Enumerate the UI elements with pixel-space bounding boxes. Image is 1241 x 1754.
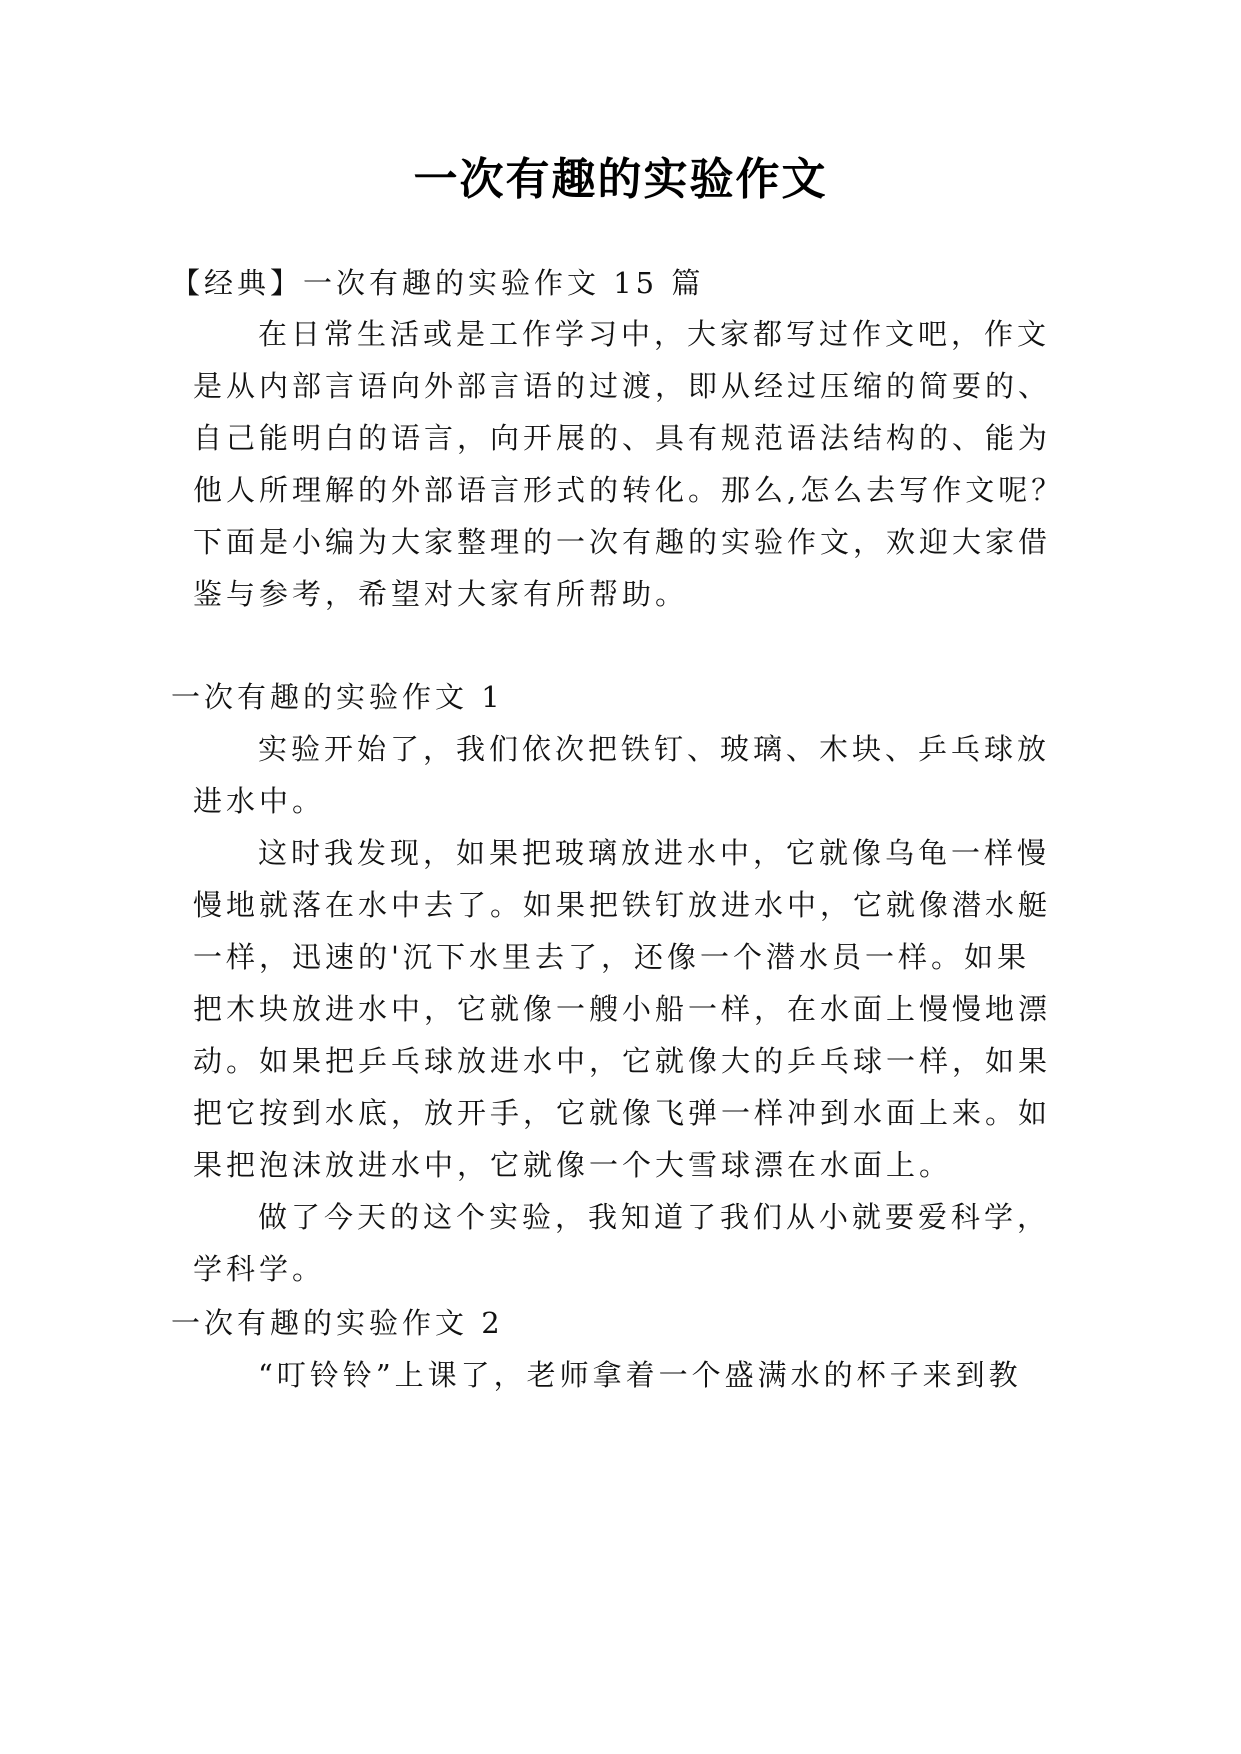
essay-line: 把木块放进水中，它就像一艘小船一样，在水面上慢慢地漂 [193, 992, 1052, 1026]
essay-line: 这时我发现，如果把玻璃放进水中，它就像乌龟一样慢 [258, 836, 1051, 870]
document-subtitle: 【经典】一次有趣的实验作文 15 篇 [171, 266, 705, 300]
intro-line: 下面是小编为大家整理的一次有趣的实验作文，欢迎大家借 [193, 525, 1052, 559]
intro-line: 鉴与参考，希望对大家有所帮助。 [193, 577, 689, 611]
intro-line: 自己能明白的语言，向开展的、具有规范语法结构的、能为 [193, 421, 1052, 455]
essay-line: 动。如果把乒乓球放进水中，它就像大的乒乓球一样，如果 [193, 1044, 1052, 1078]
essay-line: 一样，迅速的'沉下水里去了，还像一个潜水员一样。如果 [193, 940, 1030, 974]
essay-line: 进水中。 [193, 784, 326, 818]
essay-heading: 一次有趣的实验作文 1 [171, 680, 504, 714]
essay-line: 实验开始了，我们依次把铁钉、玻璃、木块、乒乓球放 [258, 732, 1051, 766]
essay-line: 果把泡沫放进水中，它就像一个大雪球漂在水面上。 [193, 1148, 953, 1182]
document-title: 一次有趣的实验作文 [413, 154, 828, 205]
intro-line: 他人所理解的外部语言形式的转化。那么,怎么去写作文呢？ [193, 473, 1065, 507]
essay-line: 学科学。 [193, 1252, 326, 1286]
essay-line: 把它按到水底，放开手，它就像飞弹一样冲到水面上来。如 [193, 1096, 1052, 1130]
essay-heading: 一次有趣的实验作文 2 [171, 1306, 504, 1340]
essay-line: 慢地就落在水中去了。如果把铁钉放进水中，它就像潜水艇 [193, 888, 1052, 922]
intro-line: 在日常生活或是工作学习中，大家都写过作文吧，作文 [258, 317, 1051, 351]
intro-line: 是从内部言语向外部言语的过渡，即从经过压缩的简要的、 [193, 369, 1052, 403]
essay-line: 做了今天的这个实验，我知道了我们从小就要爱科学， [258, 1200, 1051, 1234]
essay-line: “叮铃铃”上课了，老师拿着一个盛满水的杯子来到教 [258, 1358, 1022, 1392]
